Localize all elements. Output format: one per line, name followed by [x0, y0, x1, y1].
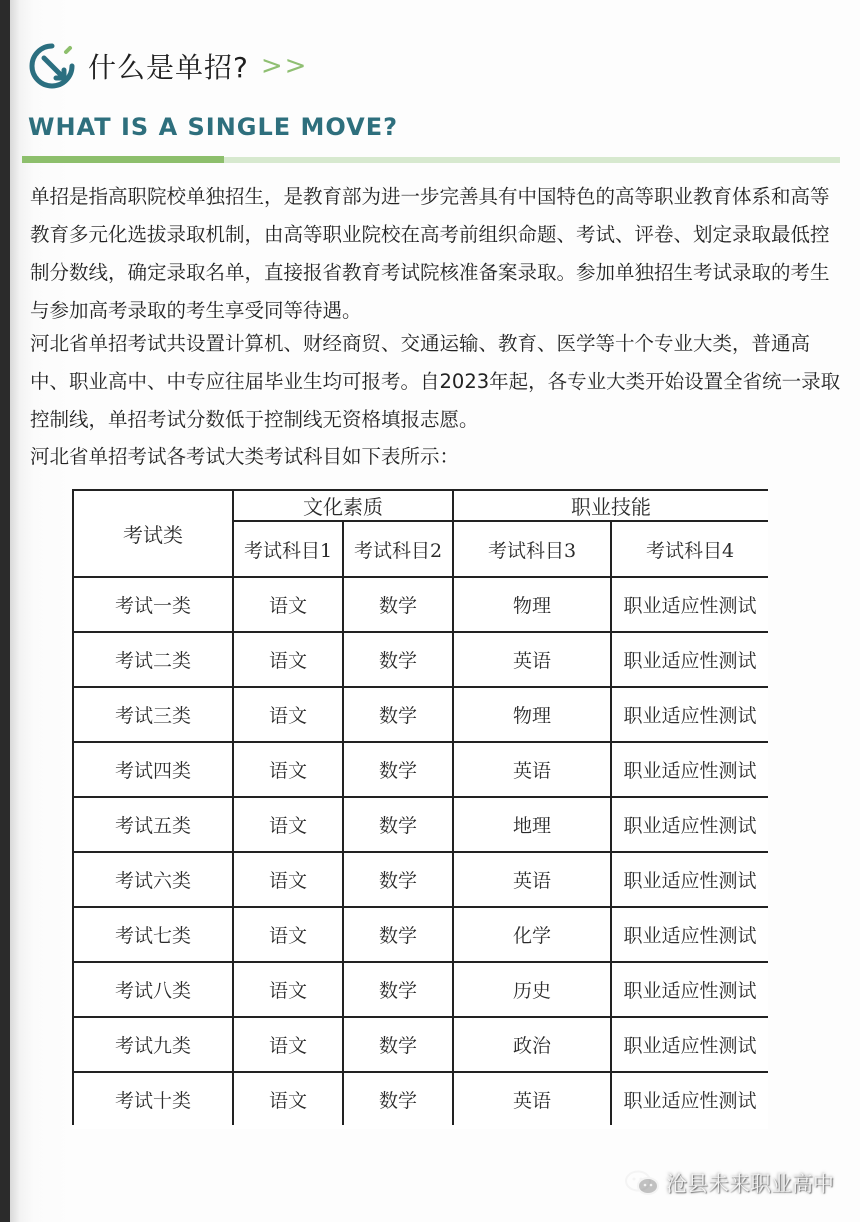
cell-subject-2: 数学: [343, 577, 453, 632]
cell-subject-4: 职业适应性测试: [611, 852, 768, 907]
exam-subjects-table: [72, 489, 768, 1128]
divider-accent: [22, 156, 224, 163]
cell-category: 考试三类: [73, 687, 233, 742]
exam-table-container: [72, 489, 768, 1129]
watermark: [624, 1168, 834, 1198]
title-arrows: >>: [260, 51, 309, 81]
cell-category: 考试十类: [73, 1072, 233, 1127]
cell-category: 考试八类: [73, 962, 233, 1017]
cell-subject-3: 历史: [453, 962, 611, 1017]
cell-subject-3: 英语: [453, 632, 611, 687]
header-subject-3: 考试科目3: [453, 521, 611, 577]
cell-subject-1: 语文: [233, 687, 343, 742]
cell-category: 考试一类: [73, 577, 233, 632]
cell-subject-4: 职业适应性测试: [611, 962, 768, 1017]
page-title: 什么是单招?: [88, 51, 249, 84]
cell-subject-2: 数学: [343, 962, 453, 1017]
cell-subject-4: 职业适应性测试: [611, 632, 768, 687]
cell-subject-2: 数学: [343, 742, 453, 797]
cell-subject-1: 语文: [233, 1072, 343, 1127]
table-row: [73, 797, 768, 852]
cell-category: 考试四类: [73, 742, 233, 797]
table-body: [73, 577, 768, 1127]
cell-subject-2: 数学: [343, 632, 453, 687]
cell-subject-4: 职业适应性测试: [611, 1072, 768, 1127]
cell-subject-3: 物理: [453, 577, 611, 632]
paragraph-table-intro: 河北省单招考试各考试大类考试科目如下表所示：: [30, 445, 460, 468]
cell-category: 考试二类: [73, 632, 233, 687]
cell-subject-1: 语文: [233, 962, 343, 1017]
table-row: [73, 1017, 768, 1072]
cell-subject-1: 语文: [233, 797, 343, 852]
cell-subject-2: 数学: [343, 797, 453, 852]
cell-subject-4: 职业适应性测试: [611, 797, 768, 852]
header-subject-4: 考试科目4: [611, 521, 768, 577]
cell-subject-1: 语文: [233, 577, 343, 632]
cell-category: 考试九类: [73, 1017, 233, 1072]
cell-subject-4: 职业适应性测试: [611, 742, 768, 797]
section-header: [26, 40, 308, 92]
cell-subject-2: 数学: [343, 1017, 453, 1072]
header-subject-2: 考试科目2: [343, 521, 453, 577]
cell-subject-2: 数学: [343, 907, 453, 962]
cell-subject-1: 语文: [233, 852, 343, 907]
page-subtitle: WHAT IS A SINGLE MOVE?: [28, 113, 399, 141]
document-page: [10, 0, 860, 1222]
cell-subject-1: 语文: [233, 632, 343, 687]
table-row: [73, 577, 768, 632]
cell-subject-4: 职业适应性测试: [611, 907, 768, 962]
cell-subject-3: 政治: [453, 1017, 611, 1072]
cell-subject-2: 数学: [343, 852, 453, 907]
header-group-skill: 职业技能: [453, 490, 768, 521]
cell-category: 考试五类: [73, 797, 233, 852]
paragraph-intro: 单招是指高职院校单独招生，是教育部为进一步完善具有中国特色的高等职业教育体系和高等教育多元化选拔录取机制，由高等职业院校在高考前组织命题、考试、评卷、划定录取最低控制分数线，确定录取名单，直接报省教育考试院核准备案录取。参加单独招生考试录取的考生与参加高考录取的考生享受同等待遇。: [30, 185, 830, 322]
table-row: [73, 907, 768, 962]
cell-subject-2: 数学: [343, 687, 453, 742]
cell-subject-4: 职业适应性测试: [611, 1017, 768, 1072]
cell-subject-1: 语文: [233, 907, 343, 962]
table-row: [73, 852, 768, 907]
header-category: 考试类: [73, 490, 233, 577]
cell-subject-1: 语文: [233, 742, 343, 797]
cell-subject-4: 职业适应性测试: [611, 687, 768, 742]
header-group-culture: 文化素质: [233, 490, 453, 521]
wechat-icon: [624, 1170, 660, 1196]
paragraph-hebei: 河北省单招考试共设置计算机、财经商贸、交通运输、教育、医学等十个专业大类，普通高中、职业高中、中专应往届毕业生均可报考。自2023年起，各专业大类开始设置全省统一录取控制线，单招考试分数低于控制线无资格填报志愿。: [30, 332, 841, 431]
gauge-icon: [26, 40, 78, 92]
table-row: [73, 742, 768, 797]
cell-subject-1: 语文: [233, 1017, 343, 1072]
table-row: [73, 962, 768, 1017]
cell-subject-2: 数学: [343, 1072, 453, 1127]
cell-category: 考试七类: [73, 907, 233, 962]
table-row: [73, 632, 768, 687]
cell-subject-3: 物理: [453, 687, 611, 742]
header-subject-1: 考试科目1: [233, 521, 343, 577]
cell-subject-3: 英语: [453, 742, 611, 797]
watermark-text: 沧县未来职业高中: [666, 1172, 834, 1196]
cell-subject-3: 英语: [453, 852, 611, 907]
cell-subject-3: 英语: [453, 1072, 611, 1127]
table-row: [73, 687, 768, 742]
cell-category: 考试六类: [73, 852, 233, 907]
cell-subject-3: 地理: [453, 797, 611, 852]
cell-subject-3: 化学: [453, 907, 611, 962]
cell-subject-4: 职业适应性测试: [611, 577, 768, 632]
table-row: [73, 1072, 768, 1127]
